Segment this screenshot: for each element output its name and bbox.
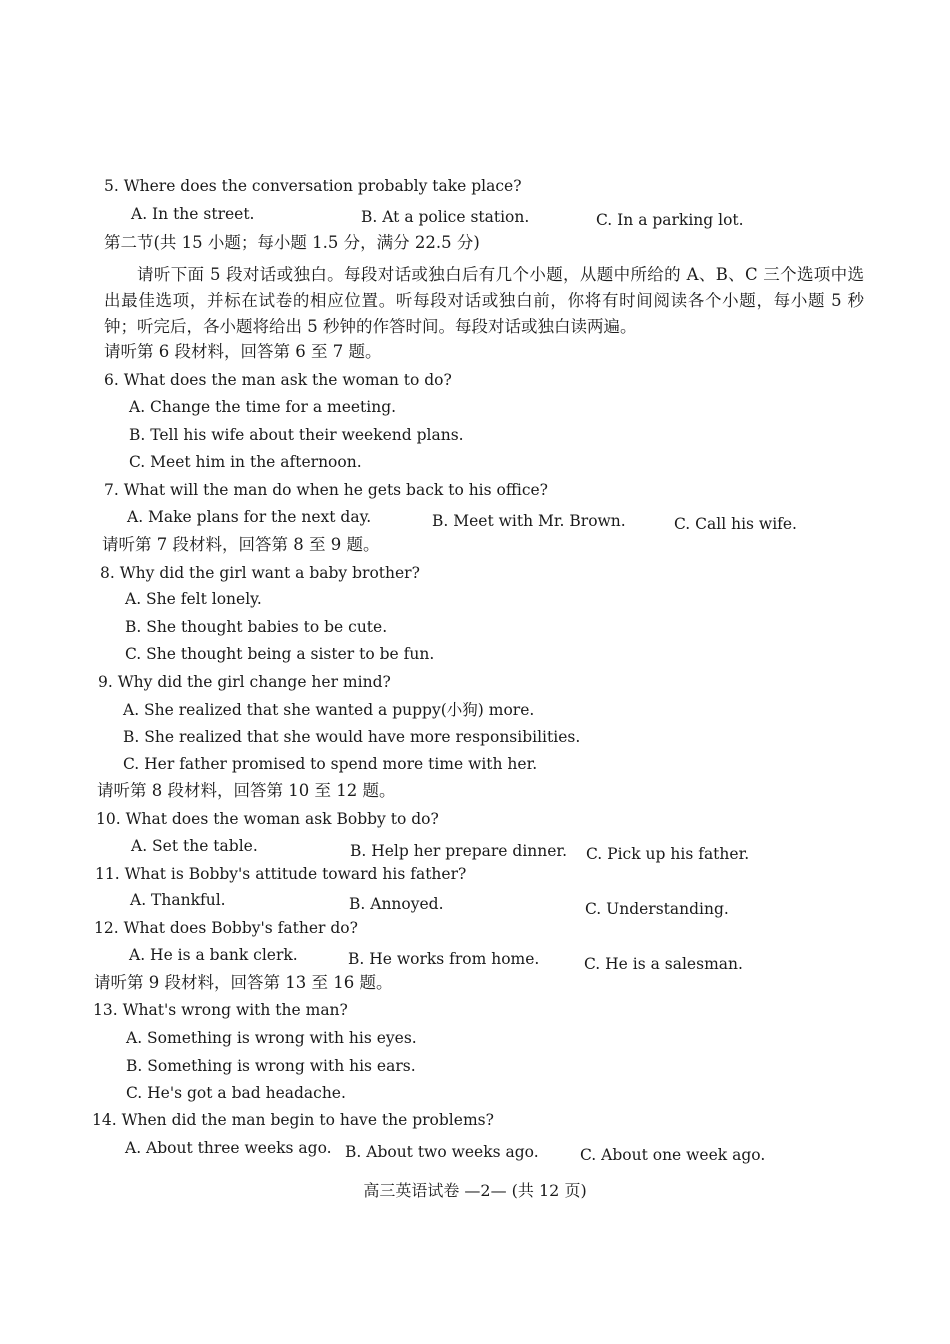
question-9-stem: 9. Why did the girl change her mind? [98, 673, 391, 691]
material-6-heading: 请听第 6 段材料，回答第 6 至 7 题。 [104, 342, 382, 361]
material-9-heading: 请听第 9 段材料，回答第 13 至 16 题。 [94, 973, 393, 992]
question-9-option-c: C. Her father promised to spend more time with her. [123, 755, 538, 773]
question-5-stem: 5. Where does the conversation probably take place? [104, 177, 522, 195]
material-8-heading: 请听第 8 段材料，回答第 10 至 12 题。 [97, 781, 396, 800]
question-6-option-c: C. Meet him in the afternoon. [129, 453, 362, 471]
question-12-option-b: B. He works from home. [348, 950, 540, 968]
question-8-option-b: B. She thought babies to be cute. [125, 618, 388, 636]
question-14-option-a: A. About three weeks ago. [125, 1139, 332, 1157]
question-14-stem: 14. When did the man begin to have the problems? [92, 1111, 494, 1129]
section-2-heading: 第二节(共 15 小题；每小题 1.5 分，满分 22.5 分) [104, 233, 480, 252]
page-footer: 高三英语试卷 —2— (共 12 页) [363, 1181, 587, 1200]
question-6-option-a: A. Change the time for a meeting. [129, 398, 397, 416]
question-12-option-c: C. He is a salesman. [584, 955, 743, 973]
question-13-option-c: C. He's got a bad headache. [126, 1084, 346, 1102]
material-7-heading: 请听第 7 段材料，回答第 8 至 9 题。 [102, 535, 380, 554]
question-9-option-a: A. She realized that she wanted a puppy(小狗) more. [123, 701, 535, 719]
question-11-stem: 11. What is Bobby's attitude toward his father? [95, 865, 467, 883]
question-11-option-a: A. Thankful. [130, 891, 226, 909]
question-11-option-c: C. Understanding. [585, 900, 729, 918]
question-14-option-b: B. About two weeks ago. [345, 1143, 539, 1161]
question-8-option-c: C. She thought being a sister to be fun. [125, 645, 435, 663]
question-13-option-a: A. Something is wrong with his eyes. [126, 1029, 417, 1047]
question-5-option-a: A. In the street. [131, 205, 255, 223]
question-7-stem: 7. What will the man do when he gets back to his office? [104, 481, 548, 499]
question-10-option-c: C. Pick up his father. [586, 845, 750, 863]
question-7-option-c: C. Call his wife. [674, 515, 797, 533]
question-7-option-b: B. Meet with Mr. Brown. [432, 512, 626, 530]
question-5-option-b: B. At a police station. [361, 208, 530, 226]
question-9-option-b: B. She realized that she would have more responsibilities. [123, 728, 581, 746]
question-14-option-c: C. About one week ago. [580, 1146, 766, 1164]
question-12-option-a: A. He is a bank clerk. [129, 946, 298, 964]
question-6-option-b: B. Tell his wife about their weekend plans. [129, 426, 464, 444]
question-11-option-b: B. Annoyed. [349, 895, 444, 913]
question-5-option-c: C. In a parking lot. [596, 211, 744, 229]
question-7-option-a: A. Make plans for the next day. [127, 508, 372, 526]
question-12-stem: 12. What does Bobby's father do? [94, 919, 358, 937]
question-8-stem: 8. Why did the girl want a baby brother? [100, 564, 420, 582]
question-10-stem: 10. What does the woman ask Bobby to do? [96, 810, 439, 828]
question-8-option-a: A. She felt lonely. [125, 590, 262, 608]
question-13-stem: 13. What's wrong with the man? [93, 1001, 348, 1019]
question-6-stem: 6. What does the man ask the woman to do? [104, 371, 452, 389]
question-13-option-b: B. Something is wrong with his ears. [126, 1057, 416, 1075]
question-10-option-b: B. Help her prepare dinner. [350, 842, 568, 860]
question-10-option-a: A. Set the table. [131, 837, 258, 855]
section-2-instructions: 请听下面 5 段对话或独白。每段对话或独白后有几个小题，从题中所给的 A、B、C 三个选项中选出最佳选项，并标在试卷的相应位置。听每段对话或独白前，你将有时间阅读各个小题，每小题 5 秒钟；听完后，各小题将给出 5 秒钟的作答时间。每段对话或独白读两遍。 [104, 265, 864, 336]
